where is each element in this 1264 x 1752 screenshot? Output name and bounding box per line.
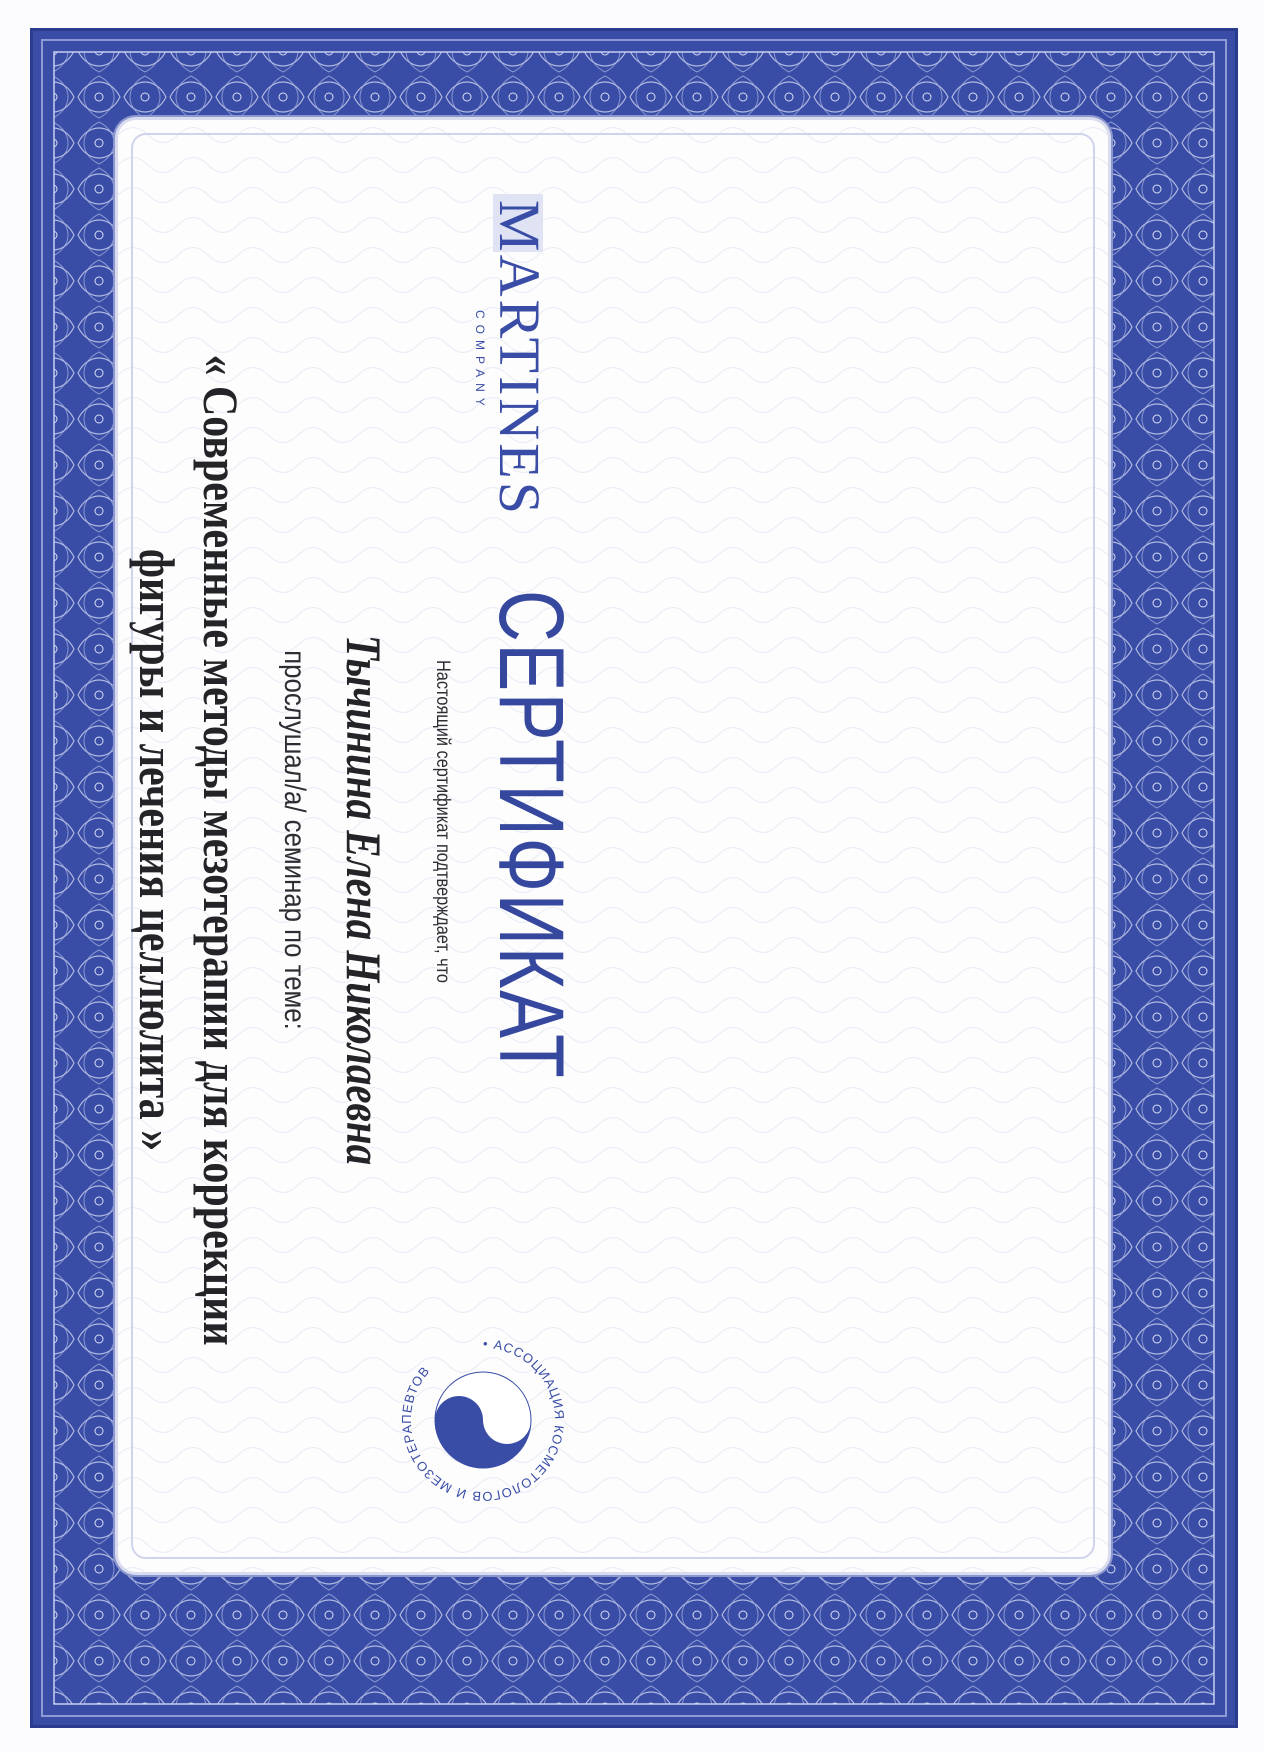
certificate-title: СЕРТИФИКАТ bbox=[480, 590, 582, 1080]
topic-line: фигуры и лечения целлюлита » bbox=[129, 548, 185, 1152]
attended-text: прослушал/а/ семинар по теме: bbox=[278, 650, 311, 1030]
logo-subtitle: COMPANY bbox=[473, 310, 487, 412]
recipient-name: Тычинина Елена Николаевна bbox=[336, 634, 392, 1166]
martines-logo bbox=[453, 200, 553, 517]
association-logo bbox=[393, 1330, 573, 1510]
confirm-text: Настоящий сертификат подтверждает, что bbox=[432, 660, 453, 983]
association-ring-text: • АССОЦИАЦИЯ КОСМЕТОЛОГОВ И МЕЗОТЕРАПЕВТОВ bbox=[398, 1335, 568, 1505]
rotated-certificate-content bbox=[0, 120, 613, 1572]
seminar-topic bbox=[125, 354, 253, 1345]
logo-brand: MARTINES bbox=[487, 200, 552, 517]
association-emblem-icon bbox=[393, 1330, 573, 1510]
topic-line: « Современные методы мезотерапии для коррекции bbox=[193, 354, 249, 1346]
